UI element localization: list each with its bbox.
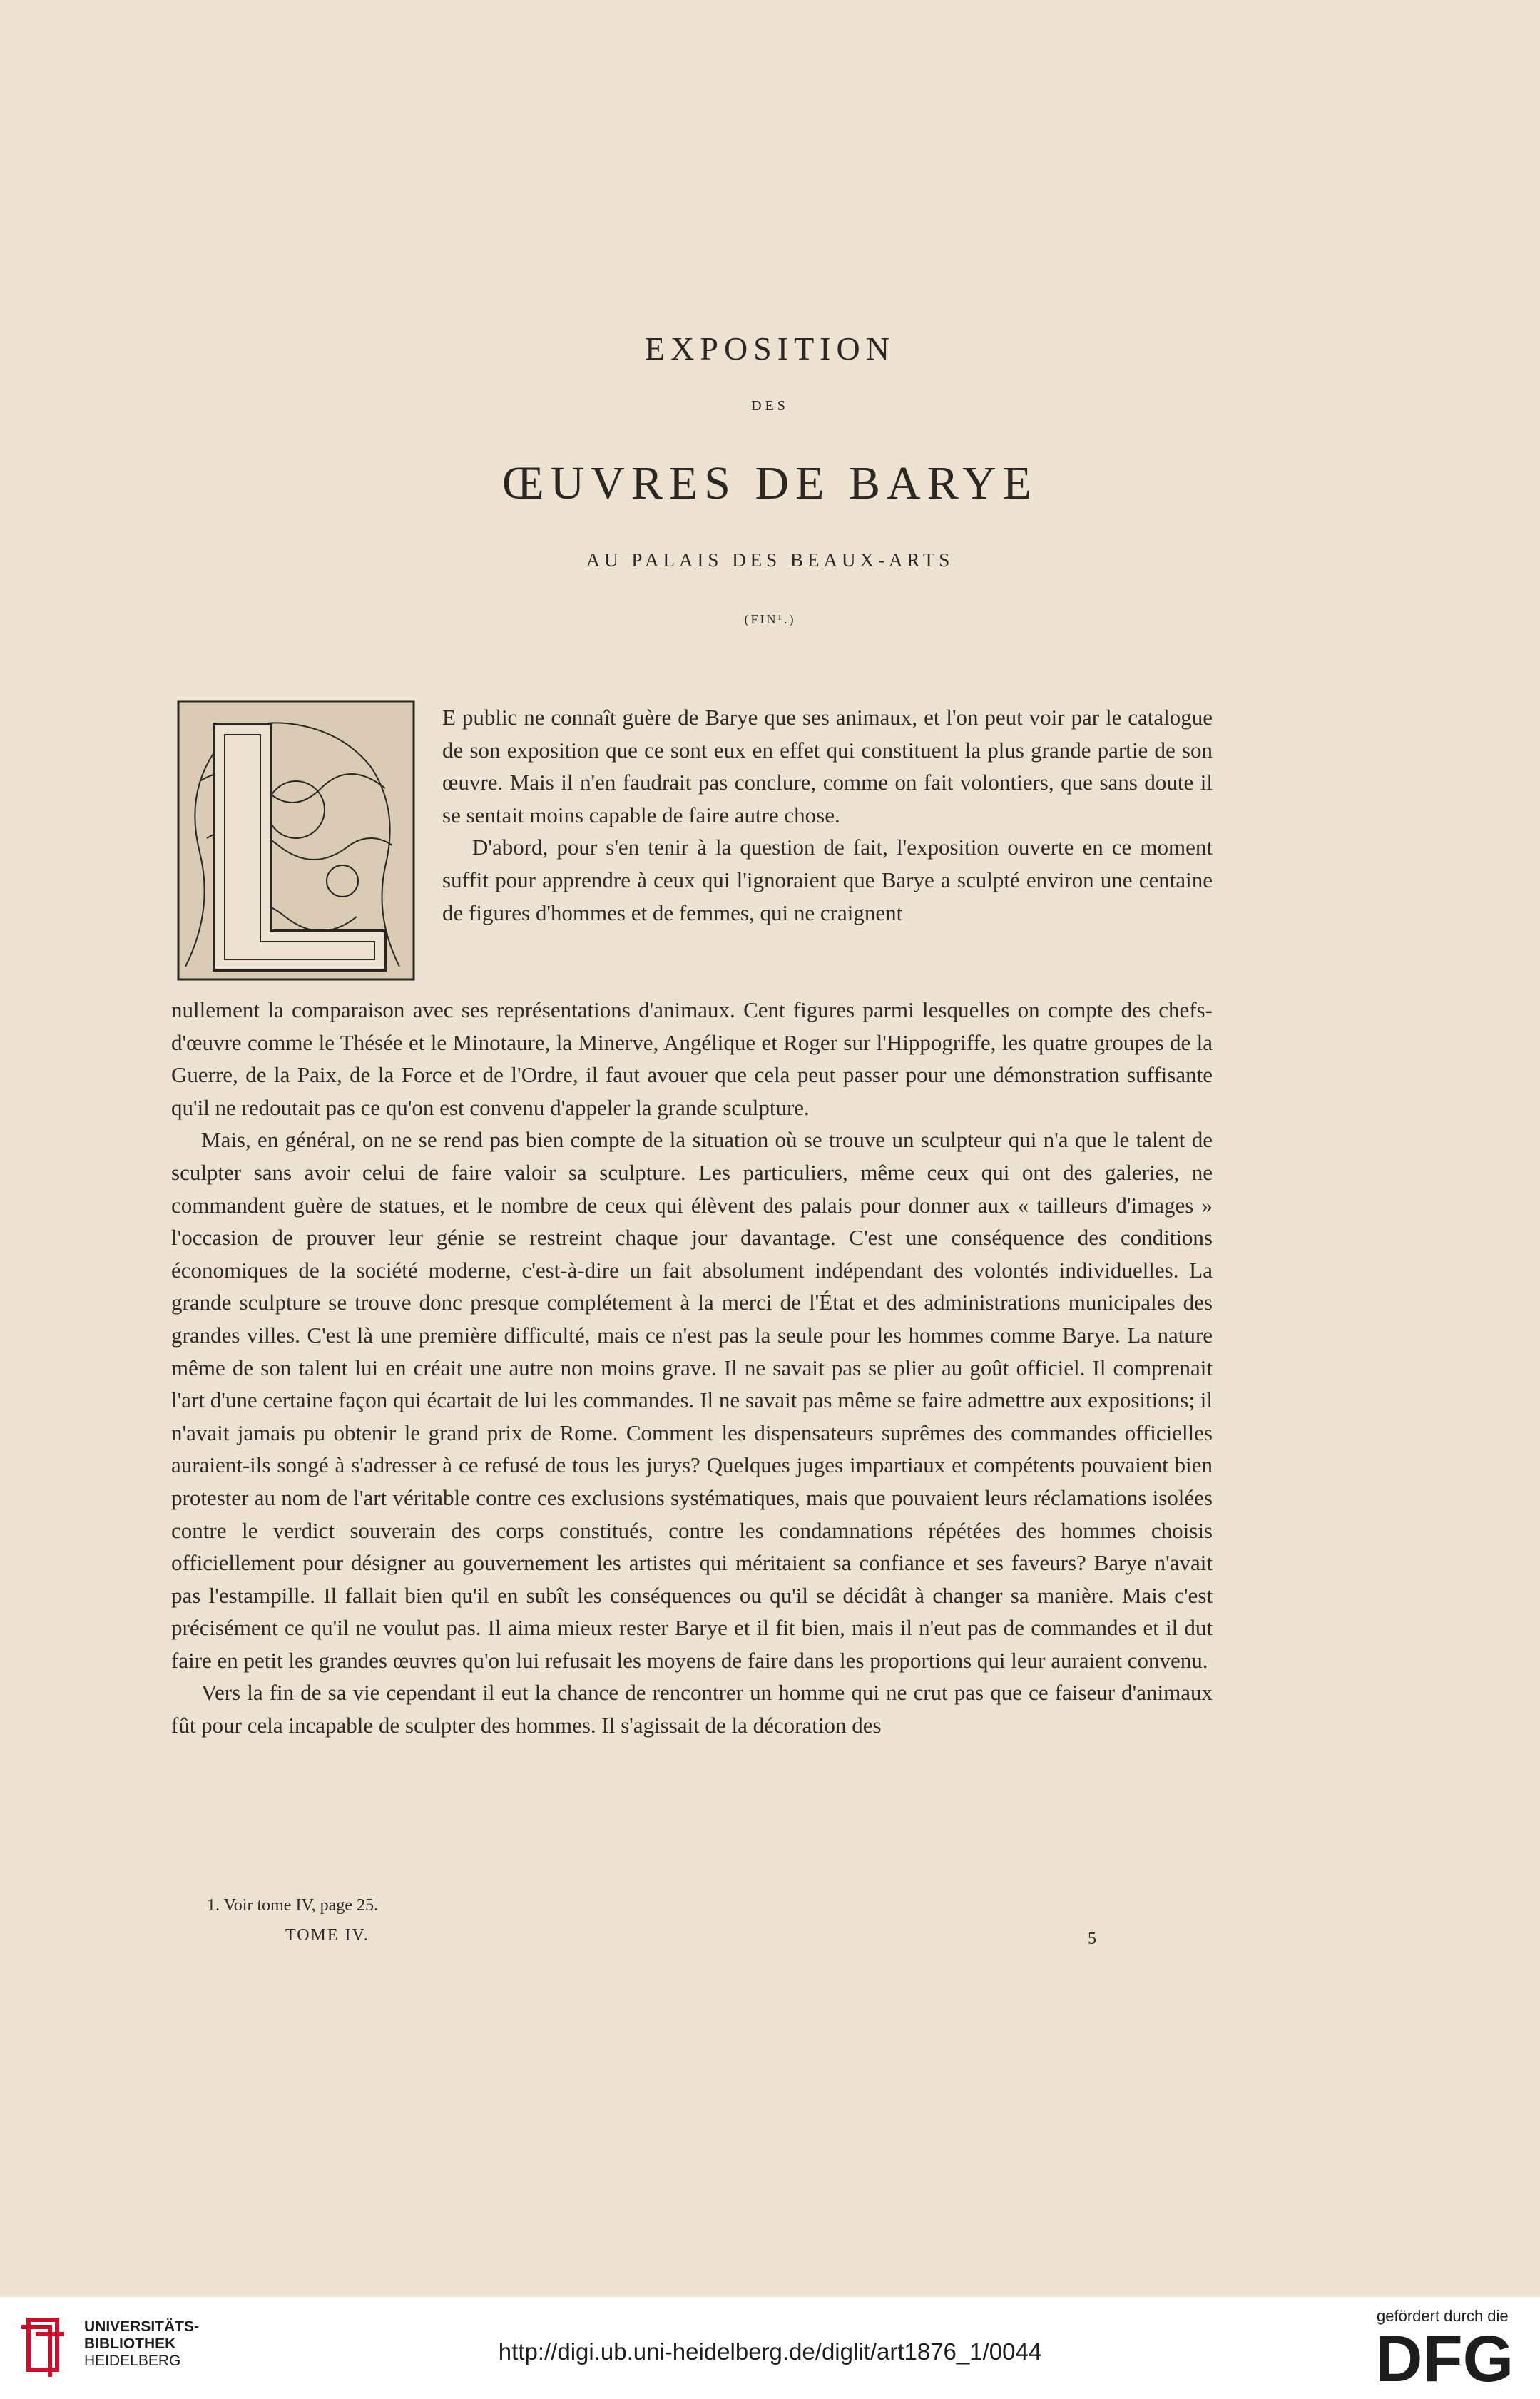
tome-label: TOME IV. bbox=[285, 1926, 369, 1945]
svg-text:DFG: DFG bbox=[1375, 2326, 1514, 2390]
paragraph: nullement la comparaison avec ses représentations d'animaux. Cent figures parmi lesquelles on compte des chefs-d'œuvre comme le Thésée et le Minotaure, la Minerve, Angélique et Roger sur l'Hippogriffe, les quatre groupes de la Guerre, de la Paix, de la Force et de l'Ordre, il faut avouer que cela peut passer pour une démonstration suffisante qu'il ne redoutait pas ce qu'on est convenu d'appeler la grande sculpture. bbox=[171, 997, 1213, 1120]
dfg-logo-icon[interactable] bbox=[1375, 2326, 1525, 2390]
source-url-link[interactable]: http://digi.ub.uni-heidelberg.de/diglit/art1876_1/0044 bbox=[498, 2338, 1042, 2365]
title-des: DES bbox=[751, 398, 789, 414]
main-text bbox=[171, 994, 1213, 1742]
intro-paragraph: D'abord, pour s'en tenir à la question de fait, l'exposition ouverte en ce moment suffit pour apprendre à ceux qui l'ignoraient que Barye a sculpté environ une centaine de figures d'hommes et de femmes, qui ne craignent bbox=[442, 835, 1213, 925]
library-name[interactable]: UNIVERSITÄTS- BIBLIOTHEK HEIDELBERG bbox=[84, 2318, 200, 2369]
title-fin: (FIN¹.) bbox=[744, 612, 796, 626]
funder-label: gefördert durch die bbox=[1377, 2307, 1509, 2325]
footnote: 1. Voir tome IV, page 25. bbox=[207, 1896, 378, 1915]
footer-bar bbox=[0, 2297, 1540, 2399]
page-number: 5 bbox=[1088, 1930, 1096, 1948]
intro-text bbox=[442, 701, 1213, 929]
title-main: ŒUVRES DE BARYE bbox=[501, 457, 1039, 509]
paragraph: Mais, en général, on ne se rend pas bien compte de la situation où se trouve un sculpteur qui n'a que le talent de sculpter sans avoir celui de faire valoir sa sculpture. Les particuliers, même ceux qui ont des galeries, ne commandent guère de statues, et le nombre de ceux qui élèvent des palais pour donner aux « tailleurs d'images » l'occasion de prouver leur génie se restreint chaque jour davantage. C'est une conséquence des conditions économiques de la société moderne, c'est-à-dire un fait absolument indépendant des volontés individuelles. La grande sculpture se trouve donc presque complétement à la merci de l'État et des administrations municipales des grandes villes. C'est là une première difficulté, mais ce n'est pas la seule pour les hommes comme Barye. La nature même de son talent lui en créait une autre non moins grave. Il ne savait pas se plier au goût officiel. Il comprenait l'art d'une certaine façon qui écartait de lui les commandes. Il ne savait pas même se faire admettre aux expositions; il n'avait jamais pu obtenir le grand prix de Rome. Comment les dispensateurs suprêmes des commandes officielles auraient-ils songé à s'adresser à ce refusé de tous les jurys? Quelques juges impartiaux et compétents pouvaient bien protester au nom de l'art véritable contre ces exclusions systématiques, mais que pouvaient leurs réclamations isolées contre le verdict souverain des corps constitués, contre les condamnations répétées des hommes choisis officiellement pour désigner au gouvernement les artistes qui méritaient sa confiance et ses faveurs? Barye n'avait pas l'estampille. Il fallait bien qu'il en subît les conséquences ou qu'il se décidât à changer sa manière. Mais c'est précisément ce qu'il ne voulut pas. Il aima mieux rester Barye et il fit bien, mais il n'eut pas de commandes et il dut faire en petit les grandes œuvres qu'on lui refusait les moyens de faire dans les proportions qui leur auraient convenu. bbox=[171, 1127, 1213, 1673]
ornamental-initial-l-icon bbox=[171, 696, 421, 984]
paragraph: Vers la fin de sa vie cependant il eut la chance de rencontrer un homme qui ne crut pas que ce faiseur d'animaux fût pour cela incapable de sculpter des hommes. Il s'agissait de la décoration des bbox=[171, 1680, 1213, 1738]
title-exposition: EXPOSITION bbox=[645, 330, 895, 367]
intro-paragraph: E public ne connaît guère de Barye que ses animaux, et l'on peut voir par le catalogue de son exposition que ce sont eux en effet qui constituent la plus grande partie de son œuvre. Mais il n'en faudrait pas conclure, comme on fait volontiers, que sans doute il se sentait moins capable de faire autre chose. bbox=[442, 705, 1213, 827]
title-subtitle: AU PALAIS DES BEAUX-ARTS bbox=[586, 549, 954, 571]
